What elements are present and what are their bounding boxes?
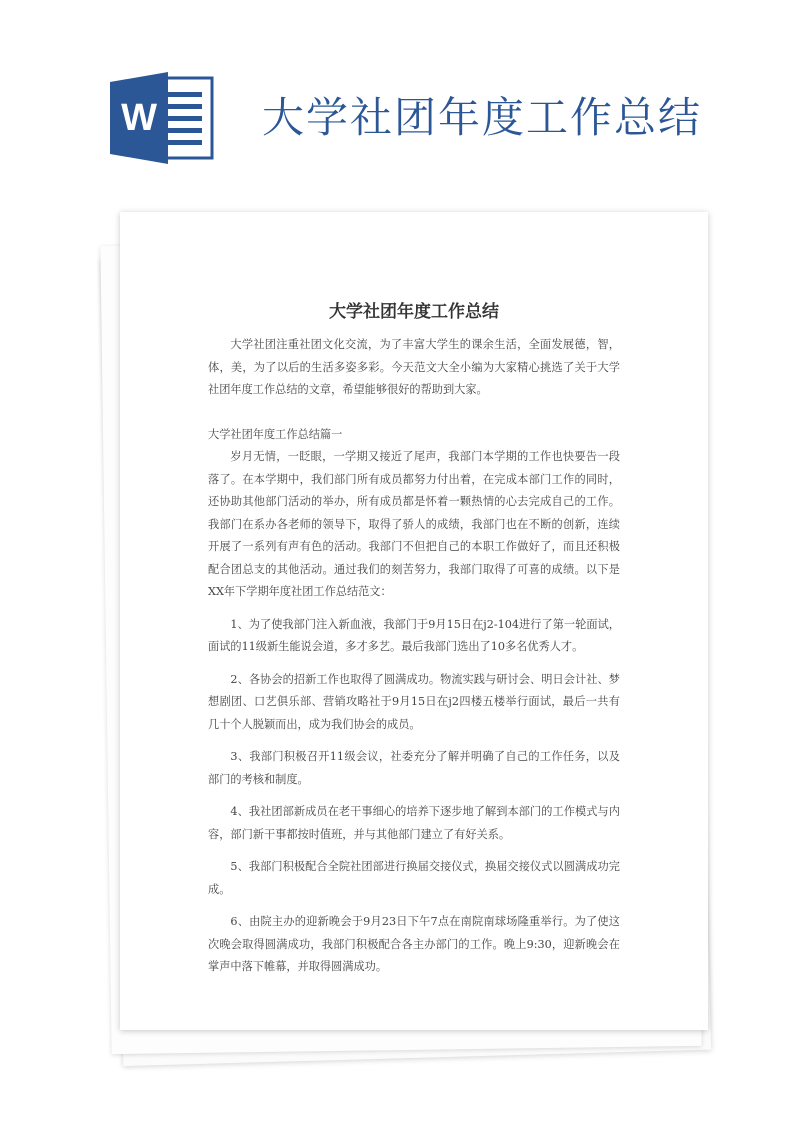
header-banner — [0, 0, 800, 210]
list-item: 3、我部门积极召开11级会议，社委充分了解并明确了自己的工作任务，以及部门的考核和制度。 — [208, 750, 620, 786]
svg-text:W: W — [121, 97, 157, 139]
body-paragraph: 岁月无情，一眨眼，一学期又接近了尾声，我部门本学期的工作也快要告一段落了。在本学期中，我们部门所有成员都努力付出着，在完成本部门工作的同时，还协助其他部门活动的举办，所有成员都是怀着一颗热情的心去完成自己的工作。我部门在系办各老师的领导下，取得了骄人的成绩，我部门也在不断的创新，连续开展了一系列有声有色的活动。我部门不但把自己的本职工作做好了，而且还积极配合团总支的其他活动。通过我们的刻苦努力，我部门取得了可喜的成绩。以下是XX年下学期年度社团工作总结范文： — [208, 450, 620, 598]
intro-paragraph: 大学社团注重社团文化交流，为了丰富大学生的课余生活，全面发展德，智，体，美，为了以后的生活多姿多彩。今天范文大全小编为大家精心挑选了关于大学社团年度工作总结的文章，希望能够很好的帮助到大家。 — [208, 338, 620, 396]
document-title: 大学社团年度工作总结 — [329, 302, 499, 322]
list-item: 2、各协会的招新工作也取得了圆满成功。物流实践与研讨会、明日会计社、梦想剧团、口艺俱乐部、营销攻略社于9月15日在j2四楼五楼举行面试，最后一共有几十个人脱颖而出，成为我们协会的成员。 — [208, 672, 620, 731]
list-item: 6、由院主办的迎新晚会于9月23日下午7点在南院南球场隆重举行。为了使这次晚会取得圆满成功，我部门积极配合各主办部门的工作。晚上9:30，迎新晚会在掌声中落下帷幕，并取得圆满成功。 — [208, 915, 620, 973]
list-item: 5、我部门积极配合全院社团部进行换届交接仪式，换届交接仪式以圆满成功完成。 — [208, 860, 620, 896]
word-icon — [110, 72, 214, 164]
list-item: 4、我社团部新成员在老干事细心的培养下逐步地了解到本部门的工作模式与内容，部门新干事都按时值班，并与其他部门建立了有好关系。 — [208, 805, 620, 841]
section-heading: 大学社团年度工作总结篇一 — [208, 427, 343, 441]
document-page — [120, 212, 708, 1030]
list-item: 1、为了使我部门注入新血液，我部门于9月15日在j2-104进行了第一轮面试，面试的11级新生能说会道，多才多艺。最后我部门选出了10多名优秀人才。 — [208, 617, 620, 653]
document-body — [208, 334, 620, 979]
header-title: 大学社团年度工作总结 — [262, 93, 703, 142]
